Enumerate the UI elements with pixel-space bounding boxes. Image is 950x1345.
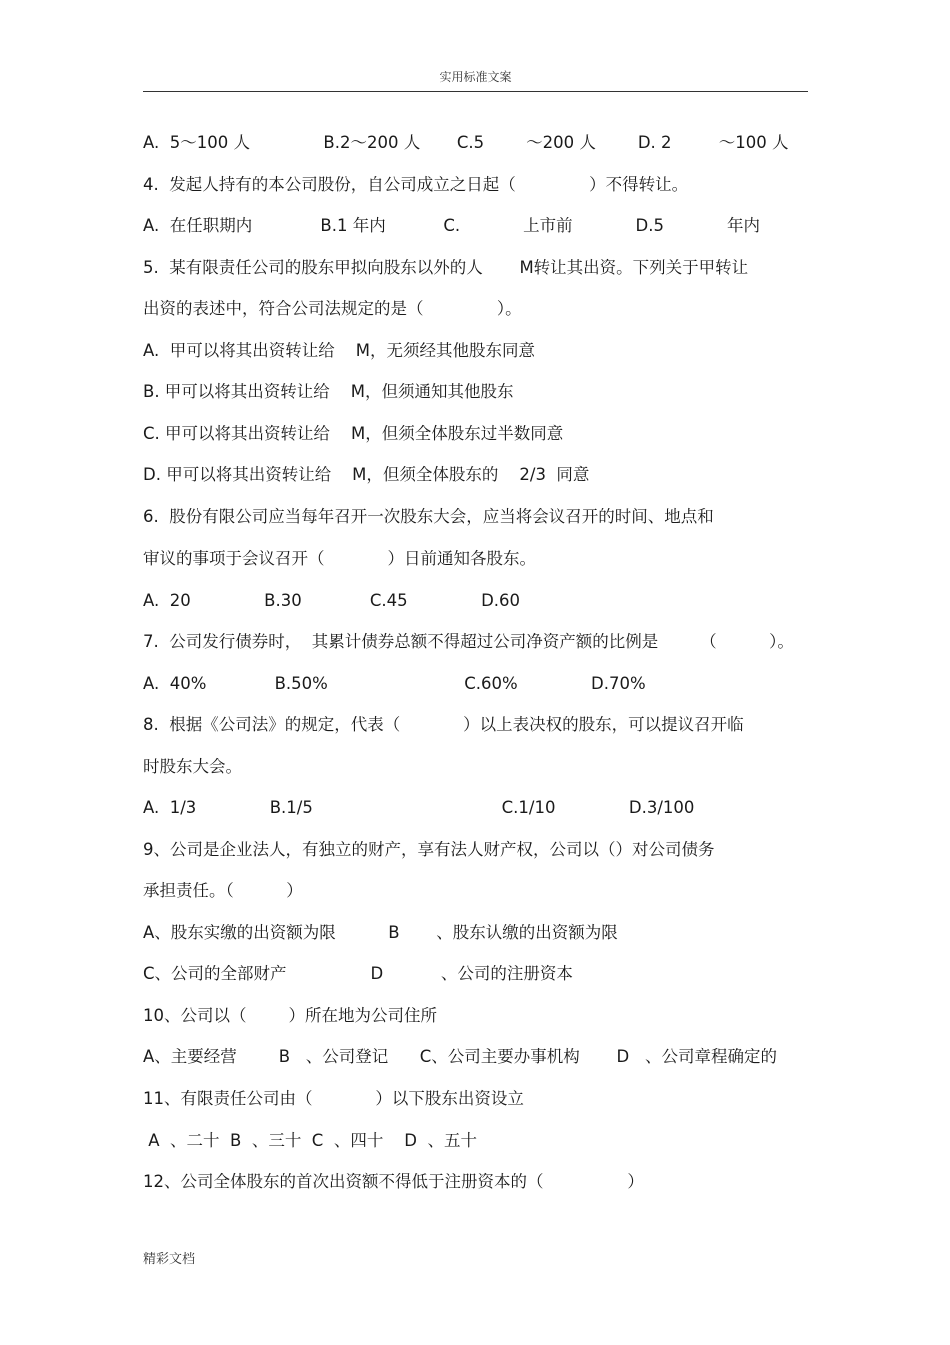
text-line: D. 甲可以将其出资转让给 M，但须全体股东的 2/3 同意: [143, 465, 590, 484]
text-line: A 、二十 B 、三十 C 、四十 D 、五十: [143, 1131, 477, 1150]
text-line: B. 甲可以将其出资转让给 M，但须通知其他股东: [143, 382, 514, 401]
page-header: 实用标准文案: [439, 70, 512, 84]
question-10: 10、公司以（ ）所在地为公司住所: [143, 1006, 437, 1025]
text-line: A. 5～100 人 B.2～200 人 C.5 ～200 人 D. 2 ～100 人: [143, 133, 789, 152]
text-line: 承担责任。（ ）: [143, 881, 303, 900]
text-line: C、公司的全部财产 D 、公司的注册资本: [143, 964, 573, 983]
header-divider: [143, 91, 808, 92]
question-8: 8. 根据《公司法》的规定，代表（ ）以上表决权的股东，可以提议召开临: [143, 715, 744, 734]
question-5: 5. 某有限责任公司的股东甲拟向股东以外的人 M转让其出资。下列关于甲转让: [143, 258, 749, 277]
question-6: 6. 股份有限公司应当每年召开一次股东大会，应当将会议召开的时间、地点和: [143, 507, 714, 526]
question-11: 11、有限责任公司由（ ）以下股东出资设立: [143, 1089, 524, 1108]
question-7: 7. 公司发行债券时， 其累计债券总额不得超过公司净资产额的比例是 （ ）。: [143, 632, 794, 651]
page-footer: 精彩文档: [143, 1252, 196, 1267]
text-line: 出资的表述中，符合公司法规定的是（ ）。: [143, 299, 522, 318]
text-line: A. 在任职期内 B.1 年内 C. 上市前 D.5 年内: [143, 216, 760, 235]
text-line: A. 1/3 B.1/5 C.1/10 D.3/100: [143, 798, 695, 817]
question-4: 4. 发起人持有的本公司股份，自公司成立之日起（ ）不得转让。: [143, 175, 689, 194]
text-line: C. 甲可以将其出资转让给 M，但须全体股东过半数同意: [143, 424, 564, 443]
text-line: A. 20 B.30 C.45 D.60: [143, 591, 521, 610]
text-line: A. 甲可以将其出资转让给 M，无须经其他股东同意: [143, 341, 535, 360]
question-12: 12、公司全体股东的首次出资额不得低于注册资本的（ ）: [143, 1172, 644, 1191]
text-line: A、主要经营 B 、公司登记 C、公司主要办事机构 D 、公司章程确定的: [143, 1047, 777, 1066]
text-line: 时股东大会。: [143, 757, 242, 776]
text-line: 审议的事项于会议召开（ ）日前通知各股东。: [143, 549, 536, 568]
question-9: 9、公司是企业法人，有独立的财产，享有法人财产权，公司以（）对公司债务: [143, 840, 715, 859]
text-line: A. 40% B.50% C.60% D.70%: [143, 674, 646, 693]
text-line: A、股东实缴的出资额为限 B 、股东认缴的出资额为限: [143, 923, 618, 942]
